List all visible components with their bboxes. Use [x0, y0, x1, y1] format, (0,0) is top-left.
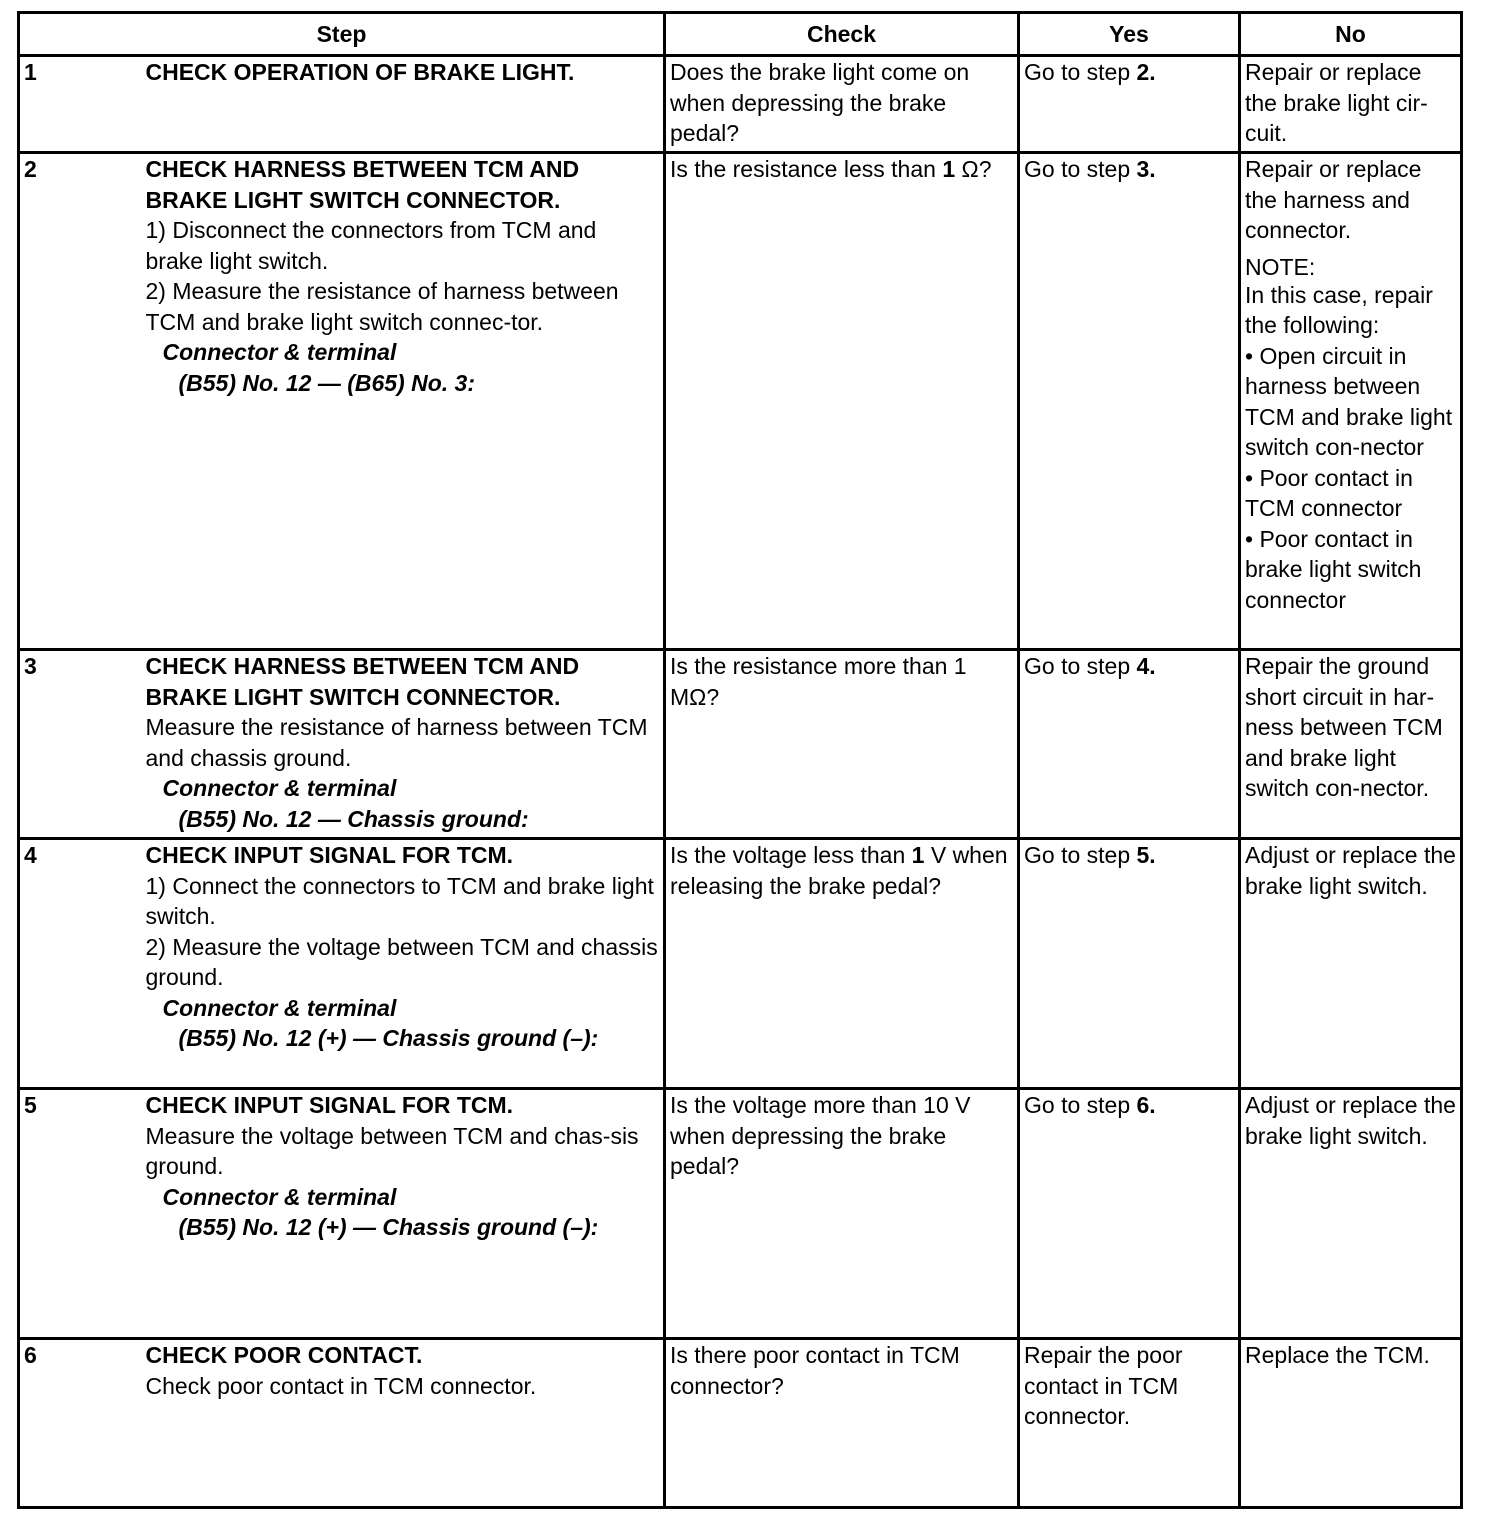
no-action: Repair or replace the harness and connector.	[1245, 156, 1422, 243]
connector-detail: (B55) No. 12 (+) — Chassis ground (–):	[178, 1025, 599, 1051]
connector-label: Connector & terminal	[162, 994, 397, 1021]
step-cell	[142, 839, 665, 1089]
yes-prefix: Go to step	[1024, 1092, 1137, 1118]
check-value: 1	[942, 156, 956, 182]
table-row	[19, 1339, 1462, 1508]
no-cell: Replace the TCM.	[1240, 1339, 1462, 1508]
yes-prefix: Go to step	[1024, 156, 1137, 182]
step-instruction: 1) Connect the connectors to TCM and brake light switch.	[145, 872, 654, 929]
check-suffix: Ω?	[955, 156, 992, 182]
header-no: No	[1240, 13, 1462, 56]
yes-step-ref: 3.	[1136, 156, 1156, 182]
connector-label: Connector & terminal	[162, 1183, 397, 1210]
check-cell: Does the brake light come on when depressing the brake pedal?	[665, 56, 1019, 153]
yes-cell	[1019, 1089, 1240, 1339]
yes-cell	[1019, 839, 1240, 1089]
no-cell: Adjust or replace the brake light switch.	[1240, 839, 1462, 1089]
step-instruction: 2) Measure the voltage between TCM and chassis ground.	[145, 933, 658, 990]
step-title: CHECK HARNESS BETWEEN TCM AND BRAKE LIGHT SWITCH CONNECTOR.	[145, 156, 580, 213]
yes-prefix: Go to step	[1024, 59, 1137, 85]
table-row	[19, 153, 1462, 650]
yes-step-ref: 4.	[1136, 653, 1156, 679]
table-row	[19, 1089, 1462, 1339]
step-number: 3	[19, 650, 142, 839]
step-number: 1	[19, 56, 142, 153]
no-cell	[1240, 153, 1462, 650]
step-cell	[142, 56, 665, 153]
check-cell: Is there poor contact in TCM connector?	[665, 1339, 1019, 1508]
check-cell	[665, 839, 1019, 1089]
note-item: • Poor contact in brake light switch connector	[1245, 525, 1422, 613]
step-number: 6	[19, 1339, 142, 1508]
no-cell: Repair the ground short circuit in har-ness between TCM and brake light switch con-nector.	[1240, 650, 1462, 839]
no-cell: Repair or replace the brake light cir-cuit.	[1240, 56, 1462, 153]
yes-cell	[1019, 650, 1240, 839]
step-cell	[142, 650, 665, 839]
check-prefix: Is the resistance less than	[670, 156, 943, 182]
yes-step-ref: 5.	[1136, 842, 1156, 868]
yes-cell	[1019, 56, 1240, 153]
check-value: 1	[911, 842, 925, 868]
step-instruction: Measure the voltage between TCM and chas-sis ground.	[145, 1122, 639, 1179]
step-number: 5	[19, 1089, 142, 1339]
step-instruction: Measure the resistance of harness between TCM and chassis ground.	[145, 714, 648, 771]
connector-detail: (B55) No. 12 — (B65) No. 3:	[178, 369, 475, 396]
step-title: CHECK INPUT SIGNAL FOR TCM.	[145, 1092, 514, 1118]
table-row	[19, 650, 1462, 839]
step-instruction: 2) Measure the resistance of harness between TCM and brake light switch connec-tor.	[145, 278, 619, 335]
connector-label: Connector & terminal	[162, 339, 397, 365]
yes-prefix: Go to step	[1024, 653, 1137, 679]
step-number: 4	[19, 839, 142, 1089]
header-step: Step	[19, 13, 665, 56]
check-cell: Is the resistance more than 1 MΩ?	[665, 650, 1019, 839]
yes-step-ref: 2.	[1136, 59, 1156, 85]
check-suffix: V when releasing the brake pedal?	[670, 842, 1008, 899]
connector-label: Connector & terminal	[162, 775, 397, 801]
step-instruction: Check poor contact in TCM connector.	[145, 1372, 537, 1399]
step-cell	[142, 1089, 665, 1339]
table-row	[19, 56, 1462, 153]
check-cell	[665, 153, 1019, 650]
step-title: CHECK OPERATION OF BRAKE LIGHT.	[145, 59, 575, 85]
note-heading: NOTE:	[1245, 253, 1316, 280]
header-yes: Yes	[1019, 13, 1240, 56]
step-cell	[142, 1339, 665, 1508]
check-cell: Is the voltage more than 10 V when depressing the brake pedal?	[665, 1089, 1019, 1339]
step-instruction: 1) Disconnect the connectors from TCM and brake light switch.	[145, 217, 597, 274]
connector-detail: (B55) No. 12 (+) — Chassis ground (–):	[178, 1214, 599, 1240]
header-row	[19, 13, 1462, 56]
table-row	[19, 839, 1462, 1089]
yes-step-ref: 6.	[1136, 1092, 1156, 1118]
step-cell	[142, 153, 665, 650]
note-item: • Open circuit in harness between TCM and brake light switch con-nector	[1245, 342, 1453, 460]
connector-detail: (B55) No. 12 — Chassis ground:	[178, 805, 529, 832]
note-item: • Poor contact in TCM connector	[1245, 464, 1413, 521]
yes-cell: Repair the poor contact in TCM connector.	[1019, 1339, 1240, 1508]
check-prefix: Is the voltage less than	[670, 842, 912, 868]
step-title: CHECK HARNESS BETWEEN TCM AND BRAKE LIGHT SWITCH CONNECTOR.	[145, 653, 580, 710]
no-cell: Adjust or replace the brake light switch.	[1240, 1089, 1462, 1339]
yes-prefix: Go to step	[1024, 842, 1137, 868]
diagnostic-procedure-table	[17, 11, 1463, 1509]
step-title: CHECK POOR CONTACT.	[145, 1342, 423, 1368]
yes-cell	[1019, 153, 1240, 650]
step-title: CHECK INPUT SIGNAL FOR TCM.	[145, 842, 514, 868]
header-check: Check	[665, 13, 1019, 56]
note-intro: In this case, repair the following:	[1245, 281, 1433, 338]
step-number: 2	[19, 153, 142, 650]
